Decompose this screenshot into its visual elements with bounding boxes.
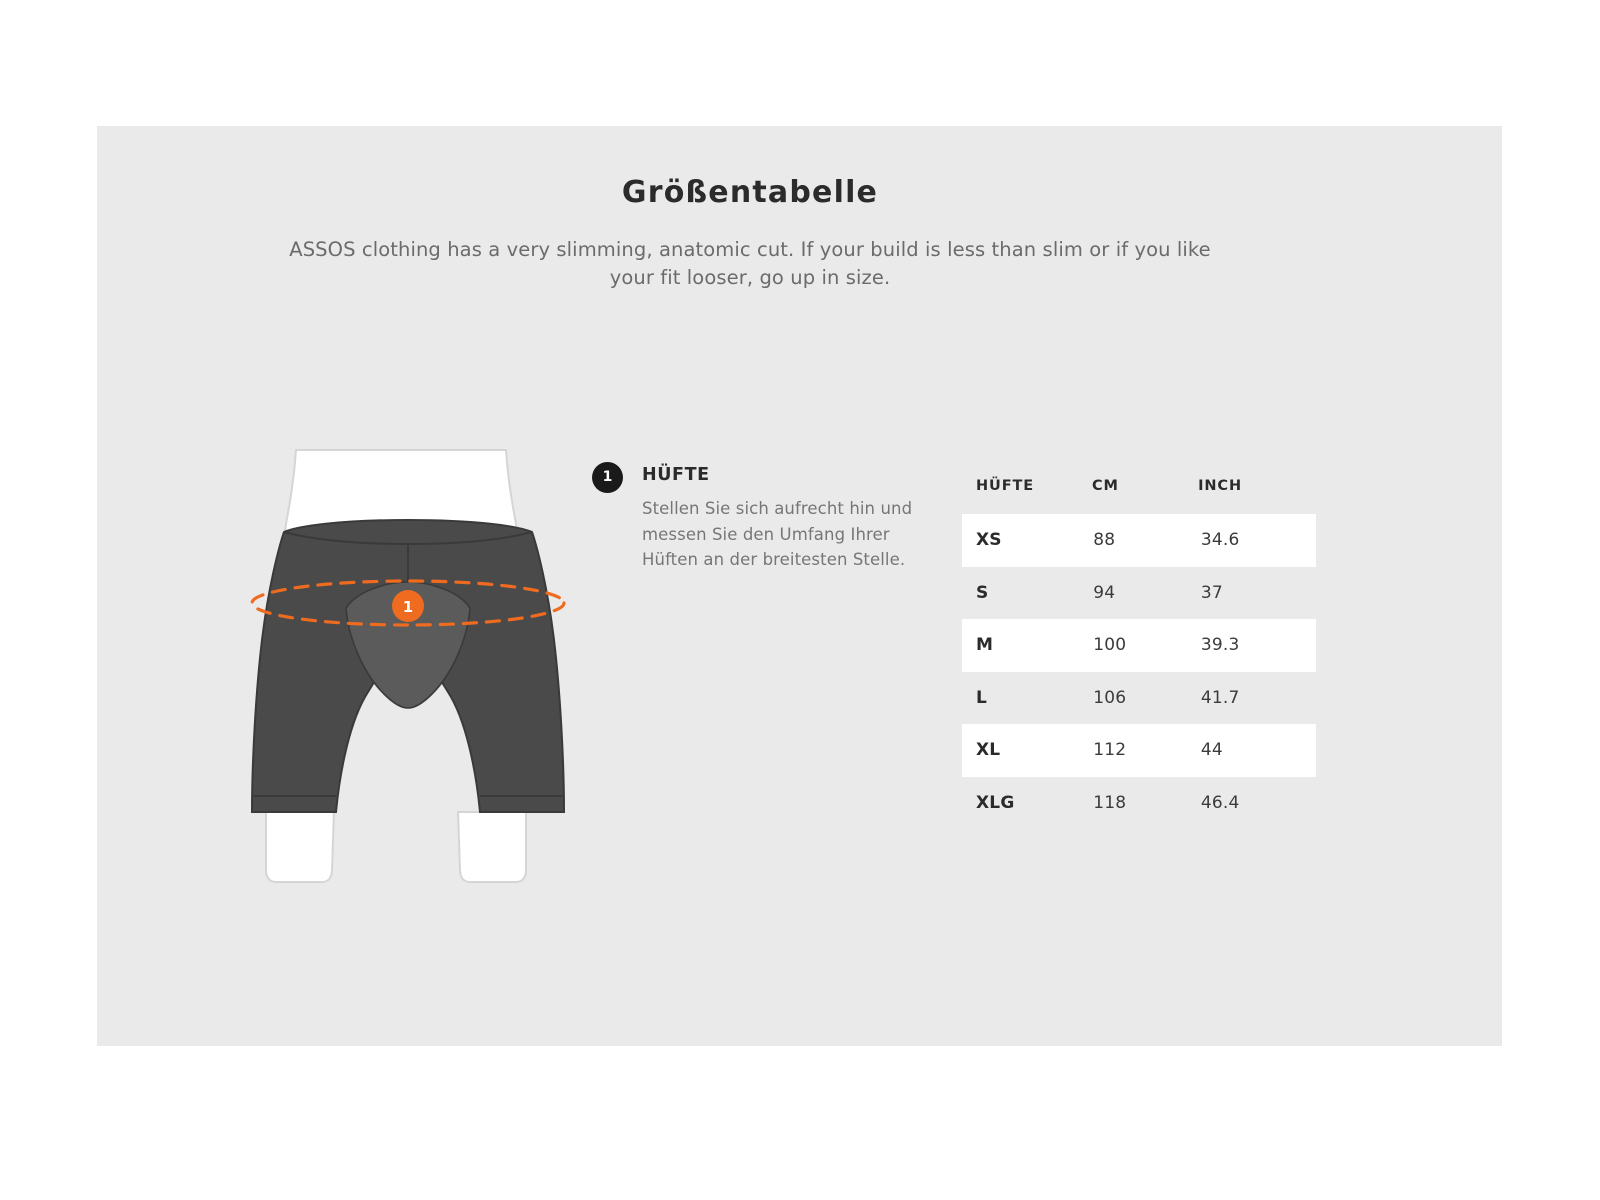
table-header-cm: CM [1091, 478, 1119, 494]
table-row [962, 619, 1316, 672]
table-row [962, 567, 1316, 620]
cell-inch: 41.7 [1200, 687, 1240, 708]
cell-size: XL [976, 740, 1001, 761]
cell-cm: 100 [1093, 635, 1127, 656]
shorts-illustration [218, 440, 598, 890]
header [250, 175, 1250, 292]
measurement-description: Stellen Sie sich aufrecht hin und messen Sie den Umfang Ihrer Hüften an der breitesten Stelle. [642, 499, 913, 569]
table-header-size: HÜFTE [976, 478, 1035, 494]
measurement-title: HÜFTE [642, 465, 710, 485]
cell-cm: 112 [1093, 740, 1127, 761]
cell-cm: 118 [1093, 792, 1127, 813]
table-header-inch: INCH [1198, 478, 1242, 494]
cell-inch: 46.4 [1200, 792, 1240, 813]
table-row [962, 514, 1316, 567]
page-title: Größentabelle [621, 175, 879, 210]
cell-cm: 106 [1093, 687, 1127, 708]
measurement-badge: 1 [592, 462, 623, 493]
table-row [962, 672, 1316, 725]
table-header-row [962, 478, 1316, 514]
cell-size: XS [976, 530, 1002, 551]
cell-cm: 88 [1093, 530, 1116, 551]
cell-inch: 37 [1200, 582, 1223, 603]
table-row [962, 724, 1316, 777]
cell-size: M [976, 635, 994, 656]
cell-cm: 94 [1093, 582, 1116, 603]
cell-inch: 44 [1200, 740, 1223, 761]
cell-size: L [976, 687, 988, 708]
svg-text:1: 1 [402, 598, 414, 616]
table-row [962, 777, 1316, 830]
cell-inch: 39.3 [1200, 635, 1240, 656]
cell-size: XLG [976, 792, 1015, 813]
cell-inch: 34.6 [1200, 530, 1240, 551]
cell-size: S [976, 582, 989, 603]
size-table [962, 478, 1316, 829]
page-subtitle: ASSOS clothing has a very slimming, anatomic cut. If your build is less than slim or if you like your fit looser, go up in size. [289, 238, 1211, 289]
